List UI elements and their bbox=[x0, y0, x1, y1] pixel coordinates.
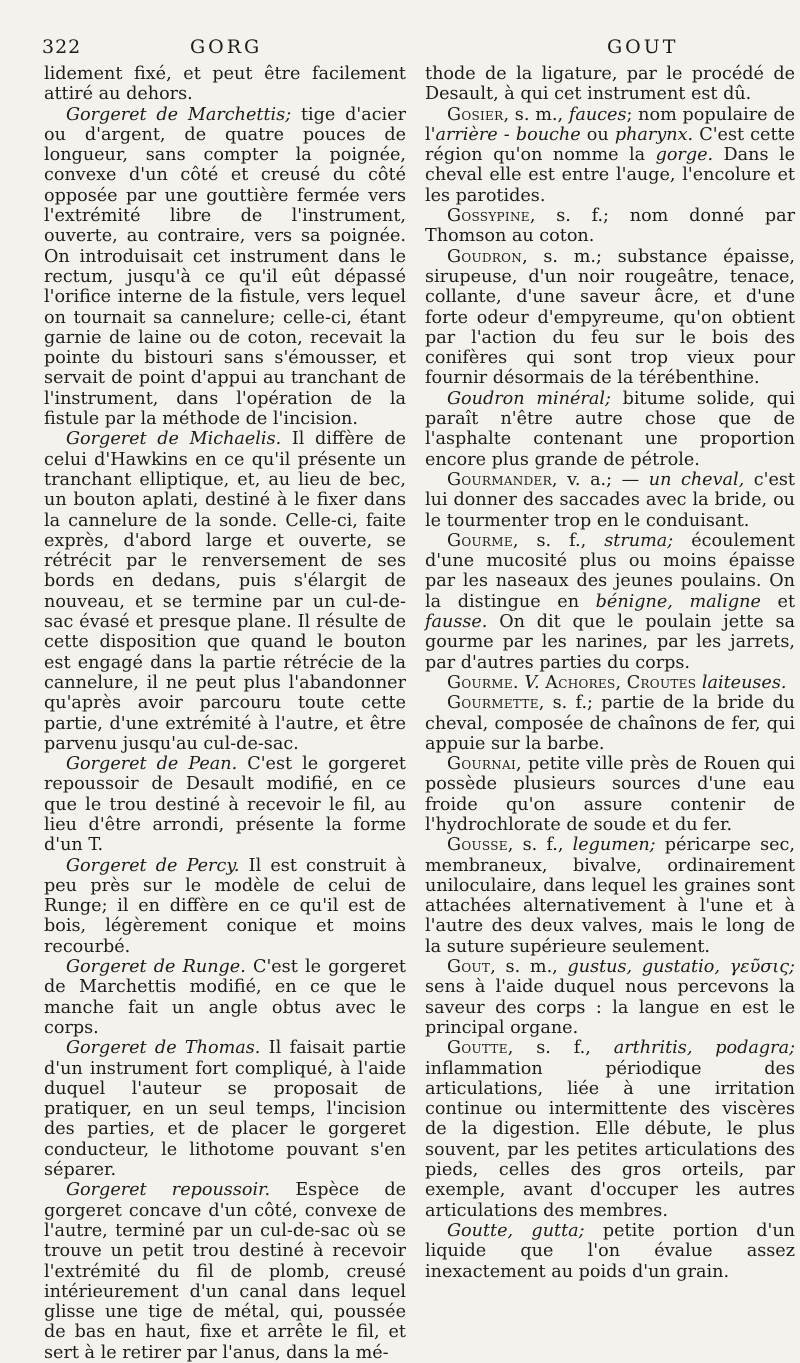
entry-term: Gorgeret de Pean. bbox=[66, 754, 238, 775]
entry-term: pharynx. bbox=[614, 124, 694, 145]
latin-term: fauces bbox=[568, 104, 627, 125]
see-reference: V. bbox=[524, 672, 540, 693]
running-head bbox=[42, 36, 790, 66]
entry-term: Gorgeret de Runge. bbox=[66, 957, 246, 978]
entry-text: Dans le cheval elle est entre l'auge, l'encolure et les parotides. bbox=[425, 145, 795, 206]
entry-text: , s. m., bbox=[490, 957, 568, 978]
entry-text: c'est lui donner des saccades avec la bride, ou le tourmenter trop en le conduisant. bbox=[425, 469, 796, 531]
entry-gorgeret-percy bbox=[44, 856, 406, 957]
entry-term: Goudron minéral; bbox=[447, 388, 611, 409]
entry-text: , s. f., bbox=[507, 1038, 614, 1059]
entry-gorgeret-runge bbox=[44, 957, 406, 1038]
entry-definition: , petite ville près de Rouen qui possède plusieurs sources d'une eau froide qu'on assure contenir de l'hydrochlorate de soude et du fer. bbox=[425, 754, 795, 835]
entry-gossypine bbox=[425, 206, 795, 247]
entry-gourmander bbox=[425, 470, 795, 531]
entry-goutte-gutta bbox=[425, 1221, 795, 1282]
headword: Gournai bbox=[447, 754, 517, 775]
entry-gousse bbox=[425, 835, 795, 957]
entry-continuation: lidement fixé, et peut être facilement attiré au dehors. bbox=[44, 64, 406, 105]
entry-definition: Il diffère de celui d'Hawkins en ce qu'il présente un tranchant elliptique, et, au lieu de bec, un bouton aplati, destiné à le fixer dans la cannelure de la sonde. Celle-ci, faite exprès, d'abord large et ouverte, se rétrécit par le renversement de ses bords en dedans, puis s'élargit de nouveau, et se termine par un cul-de-sac évasé et presque plane. Il résulte de cette disposition que quand le bouton est engagé dans la partie rétrécie de la cannelure, il ne peut plus l'abandonner qu'après avoir parcouru toute cette partie, d'une extrémité à l'autre, et être parvenu jusqu'au cul-de-sac. bbox=[44, 429, 406, 754]
entry-definition: , s. f.; nom donné par Thomson au coton. bbox=[425, 206, 795, 247]
entry-term: arrière - bouche bbox=[435, 124, 581, 145]
headword: Gourme. bbox=[447, 672, 519, 693]
entry-text: , v. a.; — bbox=[551, 469, 649, 490]
entry-gorgeret-repoussoir bbox=[44, 1180, 406, 1363]
headword: Gout bbox=[447, 957, 491, 978]
entry-term: bénigne, maligne bbox=[595, 591, 761, 612]
latin-term: gustus, gustatio, bbox=[567, 957, 720, 978]
entry-definition: bitume solide, qui paraît n'être autre chose que de l'asphalte contenant une proportion encore plus grande de pétrole. bbox=[425, 388, 795, 470]
entry-definition: , s. m.; substance épaisse, sirupeuse, d'un noir rougeâtre, tenace, collante, d'une saveur âcre, et d'une forte odeur d'empyreume, qu'on obtient par l'action du feu sur le bois des conifères qui sont trop vieux pour fournir désormais de la térébenthine. bbox=[425, 246, 795, 389]
headword: Gossypine bbox=[447, 206, 530, 227]
entry-gourmette bbox=[425, 693, 795, 754]
entry-definition: Il est construit à peu près sur le modèle de celui de Runge; il en diffère en ce qu'il est de bois, légèrement conique et moins recourbé. bbox=[44, 855, 406, 957]
headword: Gosier bbox=[447, 104, 504, 125]
left-column-headword: GORG bbox=[190, 36, 263, 58]
entry-text: , bbox=[615, 672, 627, 693]
crossref-term: Croutes bbox=[626, 672, 697, 693]
entry-term: Gorgeret de Marchettis; bbox=[66, 104, 292, 125]
entry-text: péricarpe sec, membraneux, bivalve, ordinairement uniloculaire, dans lequel les graines sont attachées alternativement à l'une et à l'autre des deux valves, mais le long de la suture supérieure seulement. bbox=[425, 835, 796, 957]
greek-term: γεῦσις; bbox=[719, 957, 795, 978]
entry-gorgeret-thomas bbox=[44, 1038, 406, 1180]
entry-definition: petite portion d'un liquide que l'on évalue assez inexactement au poids d'un grain. bbox=[425, 1220, 795, 1282]
entry-definition: Il faisait partie d'un instrument fort compliqué, à l'aide duquel l'auteur se proposait de pratiquer, en un seul temps, l'incision des parties, et de placer le gorgeret conducteur, le lithotome pouvant s'en séparer. bbox=[44, 1038, 406, 1181]
entry-text: , s. f., bbox=[507, 835, 573, 856]
entry-text: C'est cette région qu'on nomme la bbox=[425, 124, 795, 166]
entry-gourme-crossref bbox=[425, 673, 795, 693]
headword: Gousse bbox=[447, 835, 508, 856]
headword: Goutte bbox=[447, 1038, 508, 1059]
right-column bbox=[425, 64, 795, 1289]
latin-term: arthritis, podagra; bbox=[613, 1038, 795, 1059]
entry-definition: Espèce de gorgeret concave d'un côté, convexe de l'autre, terminé par un cul-de-sac où se trouve un petit trou destiné à recevoir l'extrémité du fil de plomb, creusé intérieurement d'un canal dans lequel glisse une tige de métal, qui, poussée de bas en haut, fixe et arrête le fil, et sert à le retirer par l'anus, dans la mé- bbox=[44, 1180, 406, 1363]
entry-gorgeret-pean bbox=[44, 754, 406, 855]
latin-term: legumen; bbox=[572, 835, 656, 856]
entry-text: écoulement d'une mucosité plus ou moins épaisse par les naseaux des jeunes poulains. On la distingue en bbox=[425, 530, 795, 612]
entry-gosier bbox=[425, 105, 795, 206]
entry-text: et bbox=[760, 591, 796, 612]
left-column bbox=[44, 64, 407, 1363]
entry-term: Gorgeret de Percy. bbox=[66, 855, 240, 876]
entry-definition: C'est le gorgeret repoussoir de Desault modifié, en ce que le trou destiné à recevoir le fil, au lieu d'être arrondi, présente la forme d'un T. bbox=[44, 754, 406, 856]
entry-text: On dit que le poulain jette sa gourme par les narines, par les jarrets, par d'autres parties du corps. bbox=[425, 612, 795, 673]
headword: Gourmander bbox=[447, 469, 552, 490]
entry-goudron bbox=[425, 247, 795, 389]
entry-goudron-mineral bbox=[425, 389, 795, 470]
entry-text: ; nom populaire de l' bbox=[425, 104, 795, 145]
entry-text: , s. m., bbox=[503, 104, 569, 125]
entry-gournai bbox=[425, 754, 795, 835]
entry-continuation: thode de la ligature, par le procédé de Desault, à qui cet instrument est dû. bbox=[425, 64, 795, 105]
entry-text: , s. f., bbox=[512, 530, 605, 551]
headword: Goudron bbox=[447, 246, 523, 267]
entry-gout bbox=[425, 957, 795, 1038]
entry-definition: C'est le gorgeret de Marchettis modifié, en ce que le manche fait un angle obtus avec le corps. bbox=[44, 957, 406, 1038]
entry-term: Gorgeret repoussoir. bbox=[66, 1180, 271, 1201]
entry-gourme bbox=[425, 531, 795, 673]
entry-term: Gorgeret de Thomas. bbox=[66, 1038, 261, 1059]
entry-definition: , s. f.; partie de la bride du cheval, composée de chaînons de fer, qui appuie sur la barbe. bbox=[425, 693, 795, 754]
right-column-headword: GOUT bbox=[607, 36, 679, 58]
crossref-term: Achores bbox=[545, 672, 616, 693]
entry-text: sens à l'aide duquel nous percevons la saveur des corps : la langue en est le principal organe. bbox=[425, 977, 795, 1038]
entry-goutte bbox=[425, 1038, 795, 1221]
entry-gorgeret-marchettis bbox=[44, 105, 406, 430]
entry-gorgeret-michaelis bbox=[44, 429, 406, 754]
entry-text: ou bbox=[580, 124, 615, 145]
entry-text: inflammation périodique des articulations, liée à une irritation continue ou intermittente des viscères de la digestion. Elle débute, le plus souvent, par les petites articulations des pieds, celles des gros orteils, par exemple, avant d'occuper les autres articulations des membres. bbox=[425, 1058, 795, 1221]
entry-term: gorge. bbox=[655, 145, 714, 166]
entry-term: Gorgeret de Michaelis. bbox=[66, 429, 282, 450]
entry-term: Goutte, gutta; bbox=[447, 1220, 585, 1241]
entry-term: fausse. bbox=[425, 612, 488, 633]
latin-term: struma; bbox=[604, 530, 674, 551]
headword: Gourmette bbox=[447, 693, 539, 714]
entry-term: un cheval, bbox=[648, 469, 745, 490]
entry-definition: tige d'acier ou d'argent, de quatre pouces de longueur, sans compter la poignée, convexe d'un côté et creusé du côté opposée par une gouttière fermée vers l'extrémité libre de l'instrument, ouverte, au contraire, vers sa poignée. On introduisait cet instrument dans le rectum, jusqu'à ce qu'il eût dépassé l'orifice interne de la fistule, vers lequel on tournait sa cannelure; celle-ci, étant garnie de laine ou de coton, recevait la pointe du bistouri sans s'émousser, et servait de point d'appui au tranchant de l'instrument, dans l'opération de la fistule par la méthode de l'incision. bbox=[44, 104, 407, 430]
page-number: 322 bbox=[42, 36, 82, 58]
headword: Gourme bbox=[447, 530, 513, 551]
entry-term: laiteuses. bbox=[701, 672, 787, 693]
